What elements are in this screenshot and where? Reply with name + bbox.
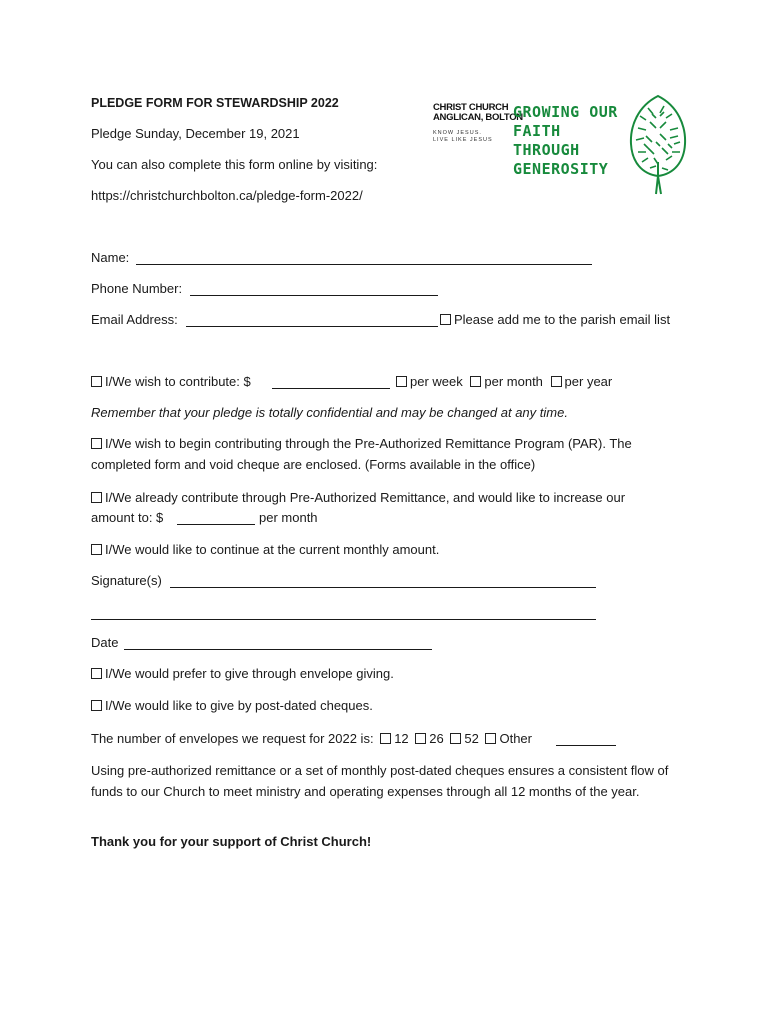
par-increase-amount-field[interactable] (177, 524, 255, 525)
continue-checkbox[interactable] (91, 544, 102, 555)
online-note: You can also complete this form online by visiting: (91, 157, 378, 172)
date-label: Date (91, 635, 119, 650)
slogan-line3: THROUGH (513, 141, 580, 159)
par-increase-option (91, 490, 625, 505)
explanation-text: Using pre-authorized remittance or a set of monthly post-dated cheques ensures a consistent flow of funds to our Church to meet ministry and operating expenses through all 12 months of the year. (91, 763, 669, 799)
church-name-line1: CHRIST CHURCH (433, 102, 509, 113)
envelopes-other-label: Other (499, 731, 532, 746)
per-year-checkbox[interactable] (551, 376, 562, 387)
par-begin-text: I/We wish to begin contributing through the Pre-Authorized Remittance Program (PAR). The completed form and void cheque are enclosed. (Forms available in the office) (91, 436, 632, 472)
par-begin-checkbox[interactable] (91, 438, 102, 449)
contribute-row (91, 374, 251, 389)
per-week-label: per week (410, 374, 463, 389)
contribute-checkbox[interactable] (91, 376, 102, 387)
envelope-checkbox[interactable] (91, 668, 102, 679)
cheques-option (91, 698, 373, 713)
signature-label: Signature(s) (91, 573, 162, 588)
signature-field[interactable] (170, 587, 596, 588)
par-increase-text: I/We already contribute through Pre-Authorized Remittance, and would like to increase our (105, 490, 626, 505)
per-month-label: per month (484, 374, 543, 389)
envelopes-label: The number of envelopes we request for 2022 is: (91, 731, 374, 746)
frequency-options (396, 374, 612, 389)
email-label: Email Address: (91, 312, 178, 327)
slogan-line4: GENEROSITY (513, 160, 609, 178)
envelope-text: I/We would prefer to give through envelope giving. (105, 666, 394, 681)
tree-icon (626, 92, 690, 196)
slogan-line2: FAITH (513, 122, 561, 140)
signature-field-2[interactable] (91, 619, 596, 620)
par-increase-checkbox[interactable] (91, 492, 102, 503)
campaign-slogan (513, 103, 618, 179)
name-field[interactable] (136, 264, 592, 265)
par-begin-option (91, 434, 691, 475)
cheques-text: I/We would like to give by post-dated cheques. (105, 698, 373, 713)
church-name-line2: ANGLICAN, BOLTON (433, 112, 523, 123)
church-name (433, 103, 523, 123)
per-week-checkbox[interactable] (396, 376, 407, 387)
continue-text: I/We would like to continue at the current monthly amount. (105, 542, 440, 557)
envelopes-26-checkbox[interactable] (415, 733, 426, 744)
name-label: Name: (91, 250, 130, 265)
tagline-line2: LIVE LIKE JESUS (433, 137, 493, 143)
phone-field[interactable] (190, 295, 438, 296)
slogan-line1: GROWING OUR (513, 103, 618, 121)
envelope-option (91, 666, 394, 681)
email-list-label: Please add me to the parish email list (454, 312, 671, 327)
envelopes-26-label: 26 (429, 731, 444, 746)
church-tagline (433, 130, 493, 144)
pledge-sunday-text: Pledge Sunday, December 19, 2021 (91, 126, 300, 141)
envelopes-row (91, 731, 532, 746)
form-title: PLEDGE FORM FOR STEWARDSHIP 2022 (91, 96, 339, 110)
thanks-text: Thank you for your support of Christ Church! (91, 834, 372, 849)
cheques-checkbox[interactable] (91, 700, 102, 711)
envelopes-other-checkbox[interactable] (485, 733, 496, 744)
per-year-label: per year (564, 374, 613, 389)
phone-label: Phone Number: (91, 281, 183, 296)
envelopes-52-label: 52 (464, 731, 479, 746)
par-increase-amount-label: amount to: $ (91, 510, 164, 525)
date-field[interactable] (124, 649, 432, 650)
envelopes-12-checkbox[interactable] (380, 733, 391, 744)
email-field[interactable] (186, 326, 438, 327)
contribute-label: I/We wish to contribute: $ (105, 374, 251, 389)
form-url-link[interactable]: https://christchurchbolton.ca/pledge-form-2022/ (91, 188, 363, 203)
envelopes-52-checkbox[interactable] (450, 733, 461, 744)
per-month-checkbox[interactable] (470, 376, 481, 387)
confidential-note: Remember that your pledge is totally confidential and may be changed at any time. (91, 405, 568, 420)
email-list-option[interactable] (440, 312, 670, 327)
envelopes-12-label: 12 (394, 731, 409, 746)
tagline-line1: KNOW JESUS. (433, 130, 482, 136)
email-list-checkbox[interactable] (440, 314, 451, 325)
envelopes-other-field[interactable] (556, 745, 616, 746)
par-increase-per-month: per month (259, 510, 318, 525)
continue-option (91, 542, 439, 557)
contribute-amount-field[interactable] (272, 388, 390, 389)
